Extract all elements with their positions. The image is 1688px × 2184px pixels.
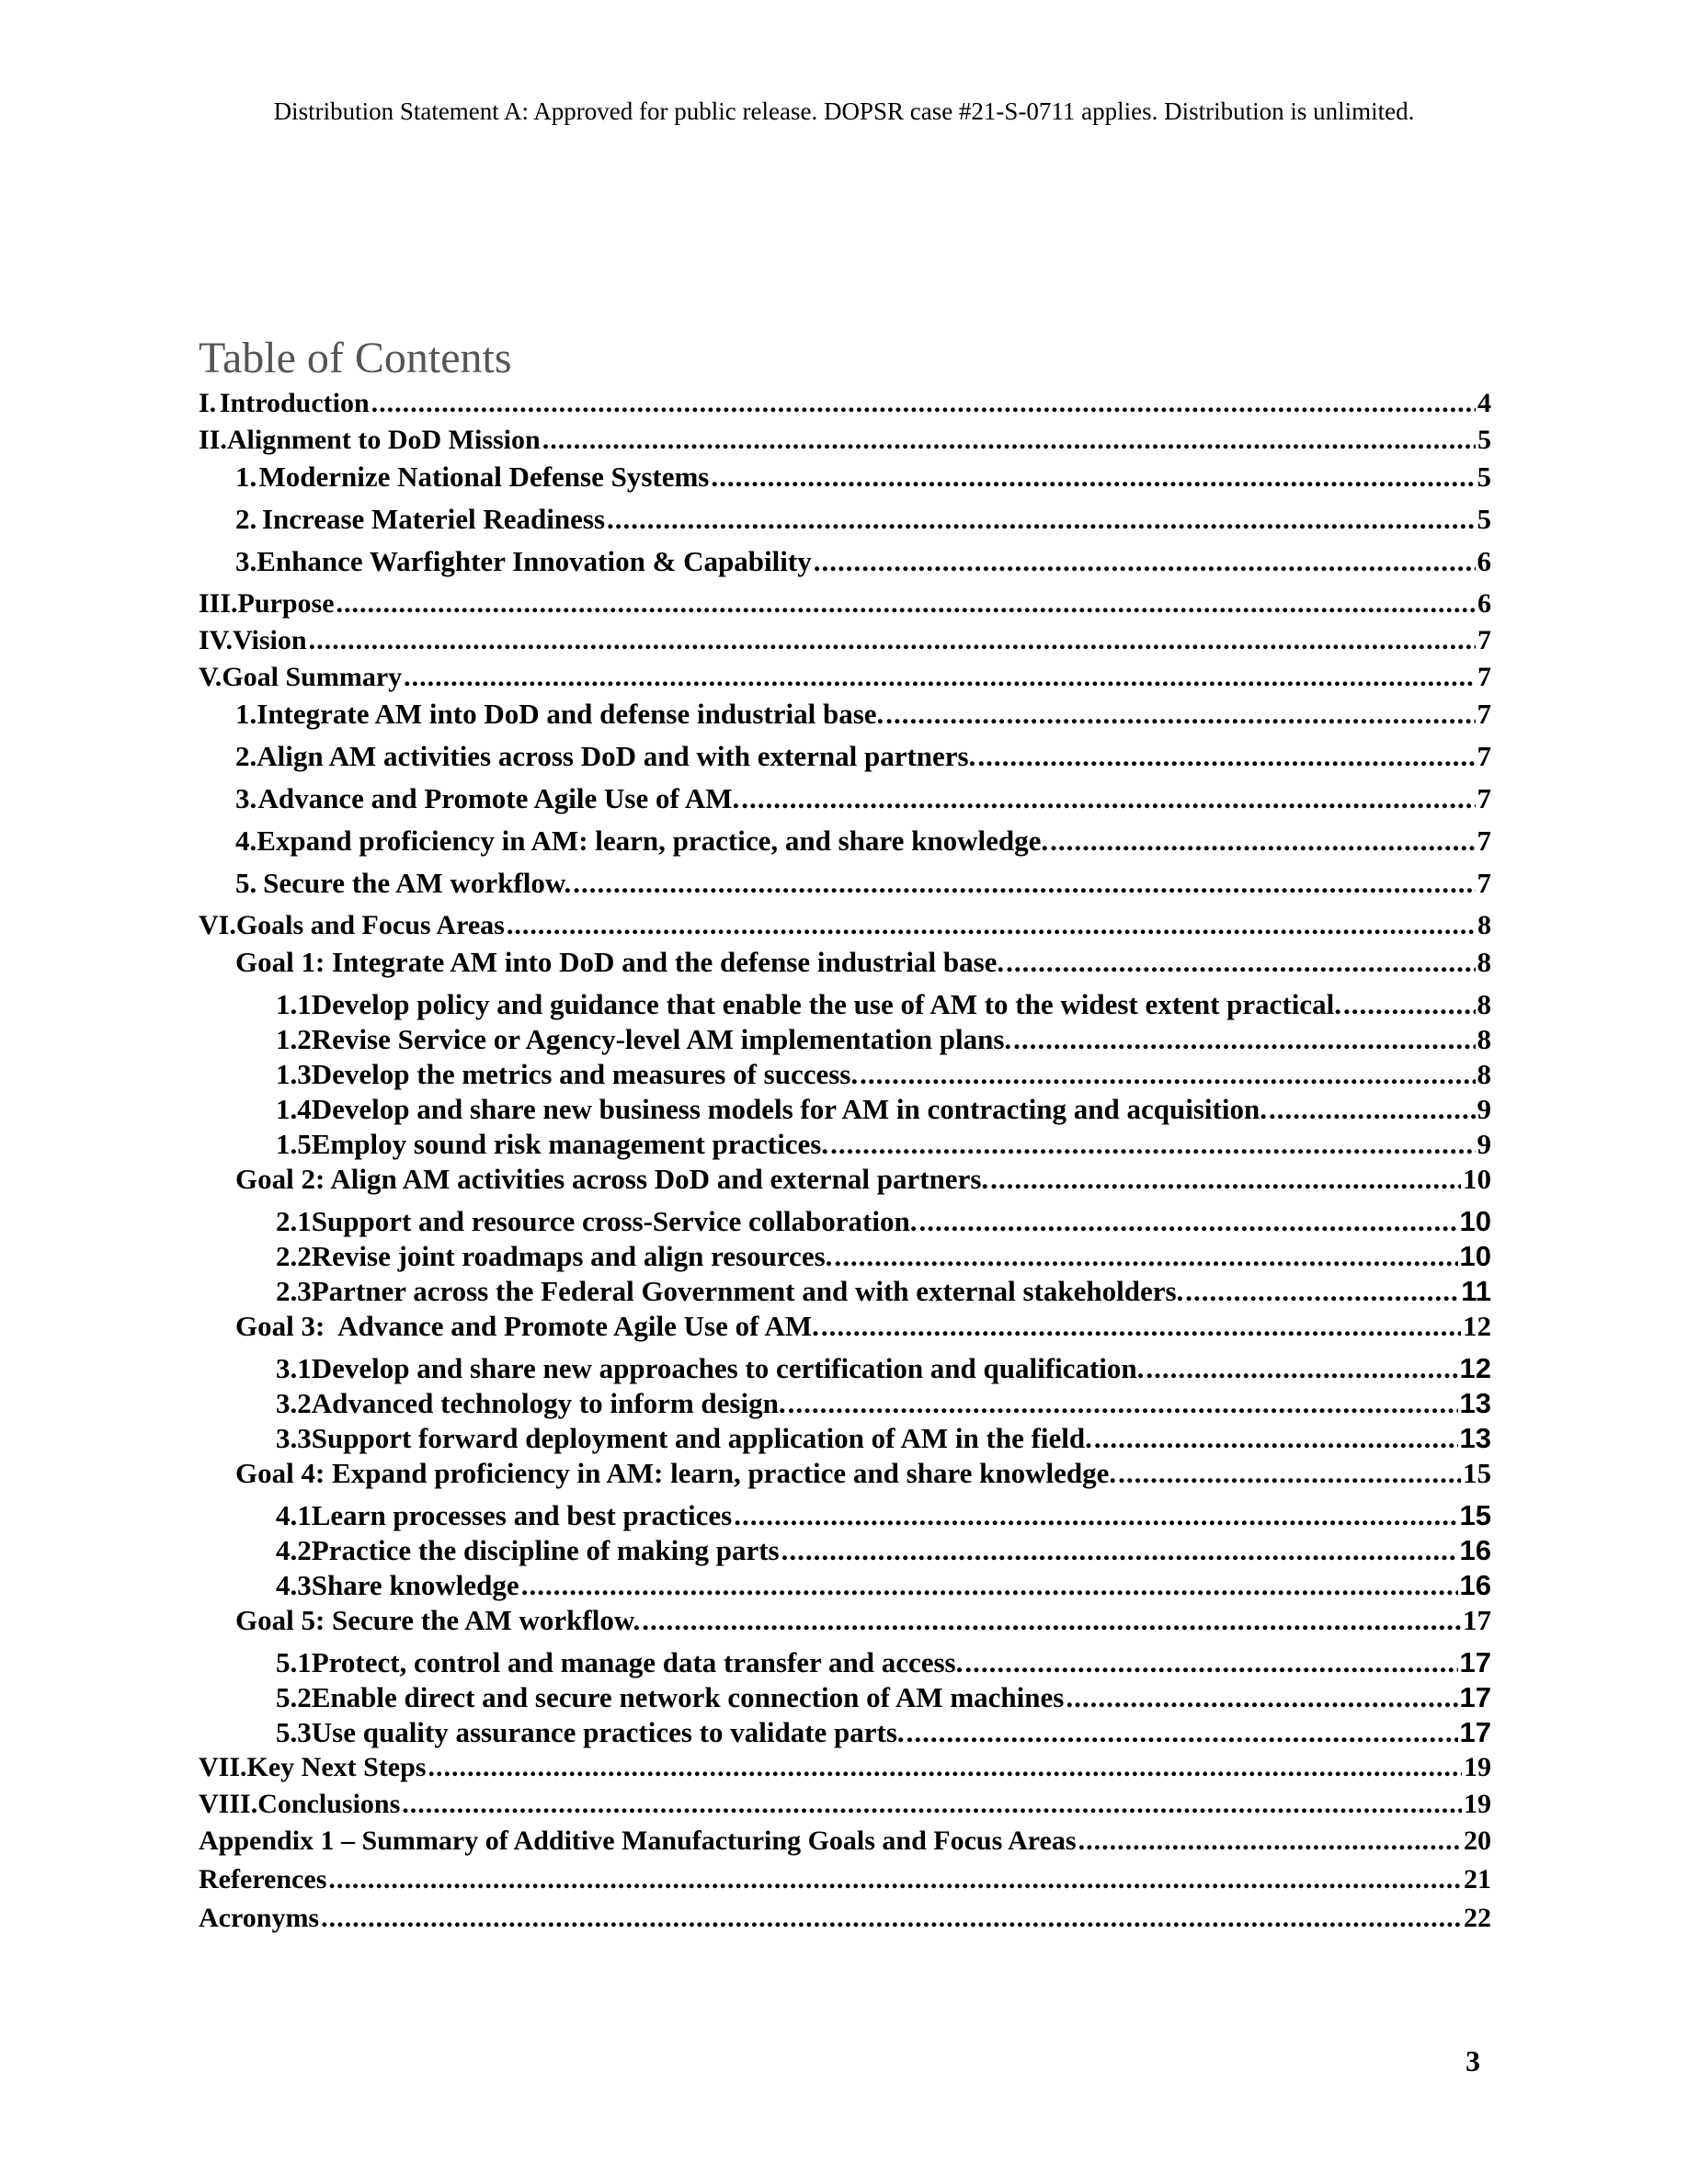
toc-entry-page: 5: [1477, 503, 1491, 535]
toc-entry-summary-3[interactable]: [235, 781, 1491, 816]
toc-entry-warfighter[interactable]: [235, 544, 1491, 579]
toc-entry-conclusions[interactable]: [199, 1787, 1491, 1822]
toc-dot-leader: [428, 1750, 1463, 1785]
toc-entry-title: Develop and share new business models for AM in contracting and acquisition.: [311, 1093, 1267, 1125]
toc-entry-page: 19: [1464, 1752, 1491, 1782]
toc-dot-leader: [402, 1787, 1462, 1822]
toc-entry-page: 7: [1477, 867, 1491, 899]
toc-entry-4-3[interactable]: [276, 1568, 1491, 1603]
toc-entry-page: 10: [1463, 1163, 1491, 1195]
toc-entry-title: Purpose: [237, 588, 335, 619]
toc-entry-page: 12: [1459, 1352, 1491, 1384]
toc-entry-goal-2[interactable]: [235, 1162, 1491, 1197]
toc-dot-leader: [309, 623, 1476, 658]
toc-dot-leader: [1006, 945, 1475, 980]
toc-entry-goal-4[interactable]: [235, 1456, 1491, 1491]
toc-entry-number: 1.3: [276, 1058, 312, 1090]
toc-dot-leader: [607, 502, 1475, 537]
toc-entry-acronyms[interactable]: [199, 1901, 1491, 1936]
toc-entry-title: Develop and share new approaches to certification and qualification.: [311, 1352, 1145, 1384]
distribution-statement: Distribution Statement A: Approved for public release. DOPSR case #21-S-0711 applies. Distribution is unlimited.: [273, 97, 1415, 125]
toc-entry-title: Partner across the Federal Government and with external stakeholders.: [311, 1275, 1184, 1307]
toc-dot-leader: [1066, 1680, 1457, 1715]
toc-entry-title: Learn processes and best practices: [311, 1499, 733, 1531]
toc-entry-number: 2.1: [276, 1205, 312, 1237]
toc-entry-introduction[interactable]: [199, 386, 1491, 421]
toc-entry-readiness[interactable]: [235, 502, 1491, 537]
toc-entry-3-2[interactable]: [276, 1386, 1491, 1421]
toc-entry-page: 4: [1477, 388, 1491, 418]
toc-entry-2-1[interactable]: [276, 1204, 1491, 1239]
toc-entry-goal-1[interactable]: [235, 945, 1491, 980]
toc-entry-summary-4[interactable]: [235, 824, 1491, 859]
toc-dot-leader: [1185, 1274, 1459, 1309]
toc-entry-number: 2.: [235, 740, 257, 772]
toc-dot-leader: [711, 460, 1475, 495]
toc-entry-3-1[interactable]: [276, 1351, 1491, 1386]
toc-entry-2-2[interactable]: [276, 1239, 1491, 1274]
page-number: 3: [1466, 2044, 1480, 2077]
toc-dot-leader: [336, 586, 1476, 621]
toc-entry-title: Goal 4: Expand proficiency in AM: learn, practice and share knowledge.: [235, 1457, 1117, 1489]
toc-entry-number: IV.: [199, 625, 233, 655]
toc-entry-number: 1.: [235, 698, 257, 730]
toc-entry-number: 3.: [235, 545, 257, 577]
toc-entry-title: Goal 5: Secure the AM workflow.: [235, 1604, 641, 1636]
toc-entry-page: 8: [1477, 1023, 1491, 1055]
toc-dot-leader: [542, 423, 1476, 458]
toc-title: Table of Contents: [199, 334, 512, 382]
toc-entry-summary-2[interactable]: [235, 739, 1491, 774]
toc-entry-page: 15: [1459, 1499, 1491, 1531]
toc-entry-title: Goal 2: Align AM activities across DoD and external partners.: [235, 1163, 989, 1195]
toc-entry-title: Employ sound risk management practices.: [311, 1128, 829, 1160]
toc-entry-5-1[interactable]: [276, 1645, 1491, 1680]
toc-entry-number: 2.3: [276, 1275, 312, 1307]
toc-entry-page: 5: [1477, 461, 1491, 493]
toc-dot-leader: [1146, 1351, 1457, 1386]
toc-entry-number: 1.1: [276, 988, 312, 1020]
toc-entry-page: 13: [1459, 1387, 1491, 1419]
toc-entry-references[interactable]: [199, 1862, 1491, 1897]
toc-dot-leader: [781, 1533, 1458, 1568]
toc-dot-leader: [321, 1901, 1462, 1936]
toc-entry-title: Expand proficiency in AM: learn, practice, and share knowledge.: [257, 825, 1049, 857]
toc-entry-number: III.: [199, 588, 238, 619]
toc-dot-leader: [1343, 987, 1476, 1022]
toc-entry-number: 1.4: [276, 1093, 312, 1125]
toc-entry-number: V.: [199, 662, 222, 692]
toc-entry-title: Support and resource cross-Service collaboration.: [311, 1205, 918, 1237]
toc-entry-title: Secure the AM workflow.: [263, 867, 572, 899]
toc-entry-title: Vision: [232, 625, 307, 655]
toc-entry-goal-3[interactable]: [235, 1309, 1491, 1344]
toc-entry-page: 7: [1477, 825, 1491, 857]
toc-entry-title: Enable direct and secure network connection of AM machines: [311, 1681, 1065, 1713]
toc-entry-page: 17: [1459, 1646, 1491, 1678]
toc-dot-leader: [404, 660, 1476, 695]
toc-entry-title: Practice the discipline of making parts: [311, 1534, 780, 1566]
toc-entry-1-1[interactable]: [276, 987, 1491, 1022]
toc-entry-4-1[interactable]: [276, 1498, 1491, 1533]
toc-entry-1-4[interactable]: [276, 1092, 1491, 1127]
toc-entry-title: Support forward deployment and application of AM in the field.: [311, 1422, 1092, 1454]
toc-entry-title: Share knowledge: [311, 1569, 519, 1601]
toc-entry-page: 9: [1477, 1093, 1491, 1125]
toc-entry-vision[interactable]: [199, 623, 1491, 658]
toc-dot-leader: [885, 697, 1475, 732]
toc-entry-number: 5.: [235, 867, 257, 899]
toc-dot-leader: [573, 866, 1475, 901]
toc-entry-page: 6: [1477, 588, 1491, 619]
toc-entry-1-3[interactable]: [276, 1057, 1491, 1092]
toc-entry-number: 4.: [235, 825, 257, 857]
toc-dot-leader: [834, 1239, 1457, 1274]
toc-entry-summary-1[interactable]: [235, 697, 1491, 732]
toc-entry-page: 8: [1477, 946, 1491, 978]
toc-entry-1-5[interactable]: [276, 1127, 1491, 1162]
toc-dot-leader: [507, 908, 1476, 943]
toc-dot-leader: [1269, 1092, 1476, 1127]
toc-entry-purpose[interactable]: [199, 586, 1491, 621]
toc-entry-number: VII.: [199, 1752, 247, 1782]
toc-dot-leader: [642, 1603, 1461, 1638]
toc-dot-leader: [977, 739, 1475, 774]
toc-entry-number: 3.3: [276, 1422, 312, 1454]
toc-entry-5-2[interactable]: [276, 1680, 1491, 1715]
toc-entry-number: VI.: [199, 910, 236, 940]
toc-entry-summary-5[interactable]: [235, 866, 1491, 901]
toc-entry-page: 7: [1477, 662, 1491, 692]
toc-entry-number: 1.5: [276, 1128, 312, 1160]
toc-entry-title: Goal 1: Integrate AM into DoD and the defense industrial base.: [235, 946, 1005, 978]
toc-entry-title: Revise joint roadmaps and align resources.: [311, 1240, 833, 1272]
toc-entry-title: Enhance Warfighter Innovation & Capability: [257, 545, 812, 577]
toc-entry-number: 3.: [235, 782, 257, 814]
toc-dot-leader: [734, 1498, 1457, 1533]
toc-dot-leader: [821, 1309, 1461, 1344]
toc-entry-number: I.: [199, 388, 217, 418]
toc-entry-page: 8: [1477, 910, 1491, 940]
toc-entry-page: 9: [1477, 1128, 1491, 1160]
toc-entry-page: 17: [1459, 1681, 1491, 1713]
toc-entry-number: 5.2: [276, 1681, 312, 1713]
toc-entry-title: Protect, control and manage data transfer and access.: [311, 1646, 964, 1678]
toc-dot-leader: [788, 1386, 1458, 1421]
toc-entry-alignment[interactable]: [199, 423, 1491, 458]
toc-dot-leader: [860, 1057, 1475, 1092]
toc-entry-page: 7: [1477, 698, 1491, 730]
toc-entry-page: 13: [1459, 1422, 1491, 1454]
toc-dot-leader: [830, 1127, 1475, 1162]
toc-dot-leader: [1013, 1022, 1475, 1057]
toc-entry-title: Goal 3: Advance and Promote Agile Use of AM.: [235, 1310, 819, 1342]
toc-entry-page: 7: [1477, 625, 1491, 655]
toc-dot-leader: [328, 1862, 1462, 1897]
toc-entry-title: Acronyms: [199, 1903, 320, 1933]
toc-entry-goal-summary[interactable]: [199, 660, 1491, 695]
toc-entry-page: 16: [1459, 1534, 1491, 1566]
toc-dot-leader: [1050, 824, 1475, 859]
toc-entry-number: 5.1: [276, 1646, 312, 1678]
toc-entry-page: 8: [1477, 988, 1491, 1020]
toc-entry-number: 2.2: [276, 1240, 312, 1272]
toc-entry-title: References: [199, 1864, 327, 1894]
toc-dot-leader: [990, 1162, 1461, 1197]
toc-entry-page: 11: [1461, 1275, 1491, 1307]
toc-entry-title: Develop the metrics and measures of success.: [311, 1058, 859, 1090]
toc-entry-page: 21: [1464, 1864, 1491, 1894]
toc-entry-number: 1.: [235, 461, 257, 493]
toc-dot-leader: [918, 1204, 1457, 1239]
toc-entry-page: 7: [1477, 740, 1491, 772]
toc-entry-page: 5: [1477, 425, 1491, 455]
toc-entry-title: Integrate AM into DoD and defense industrial base.: [257, 698, 884, 730]
toc-entry-page: 10: [1459, 1240, 1491, 1272]
toc-dot-leader: [521, 1568, 1458, 1603]
toc-entry-page: 16: [1459, 1569, 1491, 1601]
toc-dot-leader: [1094, 1421, 1458, 1456]
toc-entry-key-next-steps[interactable]: [199, 1750, 1491, 1785]
toc-entry-goal-5[interactable]: [235, 1603, 1491, 1638]
toc-entry-title: Key Next Steps: [246, 1752, 427, 1782]
toc-entry-title: Goal Summary: [222, 662, 403, 692]
toc-entry-title: Goals and Focus Areas: [235, 910, 505, 940]
toc-entry-title: Revise Service or Agency-level AM implementation plans.: [311, 1023, 1012, 1055]
toc-dot-leader: [741, 781, 1475, 816]
toc-entry-title: Advanced technology to inform design.: [311, 1387, 786, 1419]
toc-entry-title: Advance and Promote Agile Use of AM.: [257, 782, 740, 814]
toc-entry-page: 22: [1464, 1903, 1491, 1933]
toc-entry-page: 8: [1477, 1058, 1491, 1090]
toc-entry-page: 15: [1463, 1457, 1491, 1489]
toc-entry-title: Conclusions: [257, 1789, 401, 1819]
toc-entry-title: Align AM activities across DoD and with external partners.: [257, 740, 976, 772]
toc-dot-leader: [964, 1645, 1457, 1680]
toc-entry-title: Modernize National Defense Systems: [258, 461, 710, 493]
toc-entry-title: Appendix 1 – Summary of Additive Manufacturing Goals and Focus Areas: [199, 1826, 1077, 1856]
toc-entry-appendix-1[interactable]: [199, 1824, 1491, 1859]
toc-entry-page: 10: [1459, 1205, 1491, 1237]
toc-entry-number: VIII.: [199, 1789, 258, 1819]
toc-entry-page: 17: [1463, 1604, 1491, 1636]
toc-entry-title: Alignment to DoD Mission: [226, 425, 541, 455]
toc-entry-page: 20: [1464, 1826, 1491, 1856]
toc-entry-number: 3.1: [276, 1352, 312, 1384]
toc-entry-number: II.: [199, 425, 227, 455]
toc-entry-modernize[interactable]: [235, 460, 1491, 495]
toc-entry-page: 17: [1459, 1716, 1491, 1748]
toc-entry-1-2[interactable]: [276, 1022, 1491, 1057]
toc-entry-title: Develop policy and guidance that enable the use of AM to the widest extent practical.: [311, 988, 1341, 1020]
toc-dot-leader: [371, 386, 1476, 421]
toc-entry-2-3[interactable]: [276, 1274, 1491, 1309]
toc-entry-title: Increase Materiel Readiness: [261, 503, 606, 535]
toc-entry-page: 6: [1477, 545, 1491, 577]
toc-entry-number: 4.1: [276, 1499, 312, 1531]
toc-entry-4-2[interactable]: [276, 1533, 1491, 1568]
toc-dot-leader: [907, 1715, 1458, 1750]
toc-entry-5-3[interactable]: [276, 1715, 1491, 1750]
toc-entry-number: 4.3: [276, 1569, 312, 1601]
toc-entry-number: 2.: [235, 503, 257, 535]
toc-entry-number: 5.3: [276, 1716, 312, 1748]
toc-dot-leader: [1118, 1456, 1461, 1491]
toc-entry-number: 4.2: [276, 1534, 312, 1566]
toc-dot-leader: [814, 544, 1476, 579]
toc-entry-3-3[interactable]: [276, 1421, 1491, 1456]
toc-entry-page: 12: [1463, 1310, 1491, 1342]
toc-entry-number: 1.2: [276, 1023, 312, 1055]
toc-entry-title: Use quality assurance practices to validate parts.: [311, 1716, 905, 1748]
toc-entry-goals-focus[interactable]: [199, 908, 1491, 943]
toc-dot-leader: [1078, 1824, 1462, 1859]
toc-entry-page: 19: [1464, 1789, 1491, 1819]
toc-entry-page: 7: [1477, 782, 1491, 814]
toc-entry-number: 3.2: [276, 1387, 312, 1419]
toc-entry-title: Introduction: [219, 388, 370, 418]
